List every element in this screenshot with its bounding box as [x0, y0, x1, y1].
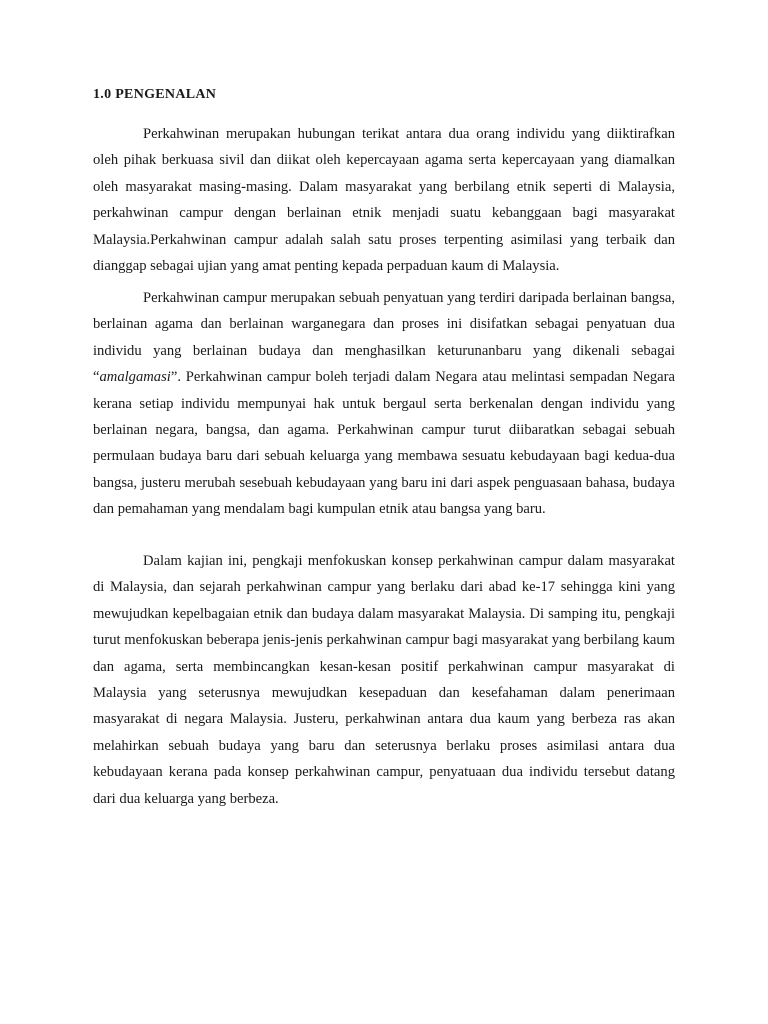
- section-heading: 1.0 PENGENALAN: [93, 87, 217, 102]
- paragraph-2: [93, 285, 675, 523]
- paragraph-2-text-end: ”. Perkahwinan campur boleh terjadi dalam Negara atau melintasi sempadan Negara kerana setiap individu mempunyai hak untuk bergaul serta berkenalan dengan individu yang berlainan negara, bangsa, dan agama. Perkahwinan campur turut diibaratkan sebagai sebuah permulaan budaya baru dari sebuah keluarga yang membawa sesuatu kebudayaan bagi kedua-dua bangsa, justeru merubah sesebuah kebudayaan yang baru ini dari aspek penguasaan bahasa, budaya dan pemahaman yang mendalam bagi kumpulan etnik atau bangsa yang baru.: [93, 369, 675, 518]
- paragraph-1: Perkahwinan merupakan hubungan terikat antara dua orang individu yang diiktirafkan oleh pihak berkuasa sivil dan diikat oleh kepercayaan agama serta kepercayaan yang diamalkan oleh masyarakat masing-masing. Dalam masyarakat yang berbilang etnik seperti di Malaysia, perkahwinan campur dengan berlainan etnik menjadi suatu kebanggaan bagi masyarakat Malaysia.Perkahwinan campur adalah salah satu proses terpenting asimilasi yang terbaik dan dianggap sebagai ujian yang amat penting kepada perpaduan kaum di Malaysia.: [93, 126, 675, 275]
- paragraph-2-italic-term: amalgamasi: [99, 369, 171, 386]
- paragraph-3: Dalam kajian ini, pengkaji menfokuskan konsep perkahwinan campur dalam masyarakat di Malaysia, dan sejarah perkahwinan campur yang berlaku dari abad ke-17 sehingga kini yang mewujudkan kepelbagaian etnik dan budaya dalam masyarakat Malaysia. Di samping itu, pengkaji turut menfokuskan beberapa jenis-jenis perkahwinan campur bagi masyarakat yang berbilang kaum dan agama, serta membincangkan kesan-kesan positif perkahwinan campur masyarakat di Malaysia yang seterusnya mewujudkan kesepaduan dan kesefahaman dalam penerimaan masyarakat di negara Malaysia. Justeru, perkahwinan antara dua kaum yang berbeza ras akan melahirkan sebuah budaya yang baru dan seterusnya berlaku proses asimilasi antara dua kebudayaan kerana pada konsep perkahwinan campur, penyatuaan dua individu tersebut datang dari dua keluarga yang berbeza.: [93, 553, 675, 807]
- paragraph-2-text-start: Perkahwinan campur merupakan sebuah penyatuan yang terdiri daripada berlainan bangsa, berlainan agama dan berlainan warganegara dan proses ini disifatkan sebagai penyatuan dua individu yang berlainan budaya dan menghasilkan keturunanbaru yang dikenali sebagai “: [93, 290, 675, 386]
